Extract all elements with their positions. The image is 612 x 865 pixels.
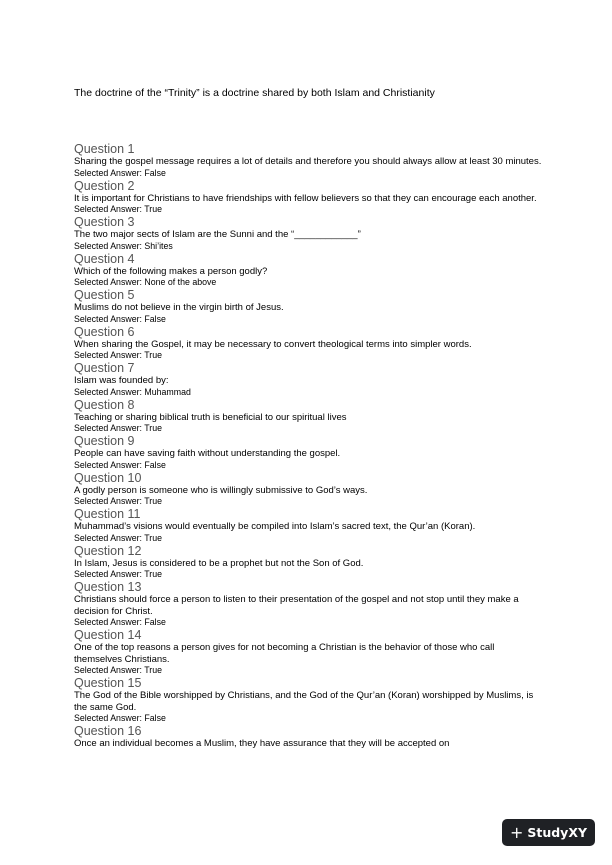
question-item bbox=[74, 724, 544, 750]
question-text: In Islam, Jesus is considered to be a prophet but not the Son of God. bbox=[74, 557, 364, 569]
question-title: Question 7 bbox=[74, 361, 135, 375]
selected-answer: Selected Answer: False bbox=[74, 713, 166, 723]
question-item bbox=[74, 288, 544, 325]
selected-answer: Selected Answer: True bbox=[74, 204, 163, 214]
question-text: Muslims do not believe in the virgin birth of Jesus. bbox=[74, 302, 284, 313]
question-item bbox=[74, 142, 544, 179]
question-item bbox=[74, 252, 544, 289]
question-text: It is important for Christians to have friendships with fellow believers so that they can encourage each another. bbox=[74, 192, 537, 204]
selected-answer: Selected Answer: True bbox=[74, 496, 163, 506]
question-text: When sharing the Gospel, it may be necessary to convert theological terms into simpler words. bbox=[74, 338, 472, 350]
selected-answer: Selected Answer: False bbox=[74, 617, 166, 627]
question-text: Teaching or sharing biblical truth is beneficial to our spiritual lives bbox=[74, 411, 347, 423]
question-text: People can have saving faith without understanding the gospel. bbox=[74, 448, 341, 459]
question-title: Question 13 bbox=[74, 580, 142, 594]
question-item bbox=[74, 544, 544, 581]
question-title: Question 15 bbox=[74, 676, 142, 690]
question-item bbox=[74, 434, 544, 471]
question-title: Question 5 bbox=[74, 288, 135, 302]
selected-answer: Selected Answer: False bbox=[74, 313, 166, 324]
question-item bbox=[74, 676, 544, 724]
question-item bbox=[74, 580, 544, 628]
question-title: Question 10 bbox=[74, 470, 142, 485]
brand-name: StudyXY bbox=[527, 825, 588, 840]
question-item bbox=[74, 398, 544, 435]
question-title: Question 12 bbox=[74, 543, 142, 558]
plus-icon: + bbox=[509, 822, 524, 842]
studyxy-logo-button[interactable] bbox=[502, 819, 595, 846]
question-text: Islam was founded by: bbox=[74, 375, 169, 386]
question-text: Christians should force a person to listen to their presentation of the gospel and not stop until they make a decision for Christ. bbox=[74, 594, 519, 617]
selected-answer: Selected Answer: True bbox=[74, 350, 163, 360]
question-title: Question 4 bbox=[74, 251, 135, 266]
selected-answer: Selected Answer: True bbox=[74, 423, 163, 433]
question-title: Question 14 bbox=[74, 628, 142, 642]
question-title: Question 3 bbox=[74, 215, 135, 229]
question-title: Question 6 bbox=[74, 324, 135, 339]
question-text: The two major sects of Islam are the Sunni and the “____________” bbox=[74, 229, 361, 240]
question-item bbox=[74, 215, 544, 252]
question-text: Once an individual becomes a Muslim, they have assurance that they will be accepted on bbox=[74, 738, 450, 749]
question-item bbox=[74, 471, 544, 508]
question-item bbox=[74, 628, 544, 676]
question-item bbox=[74, 325, 544, 362]
question-text: Which of the following makes a person godly? bbox=[74, 265, 268, 277]
selected-answer: Selected Answer: True bbox=[74, 532, 163, 543]
question-text: A godly person is someone who is willingly submissive to God’s ways. bbox=[74, 484, 368, 496]
question-text: The God of the Bible worshipped by Christians, and the God of the Qur’an (Koran) worshipped by Muslims, is the same God. bbox=[74, 690, 534, 713]
question-title: Question 8 bbox=[74, 397, 135, 412]
question-title: Question 2 bbox=[74, 178, 135, 193]
question-item bbox=[74, 179, 544, 216]
selected-answer: Selected Answer: True bbox=[74, 665, 163, 675]
selected-answer: Selected Answer: None of the above bbox=[74, 277, 217, 287]
selected-answer: Selected Answer: False bbox=[74, 459, 166, 470]
intro-text: The doctrine of the “Trinity” is a doctrine shared by both Islam and Christianity bbox=[74, 87, 435, 99]
question-title: Question 1 bbox=[74, 142, 135, 156]
question-text: Muhammad’s visions would eventually be compiled into Islam’s sacred text, the Qur’an (Koran). bbox=[74, 521, 476, 532]
question-text: One of the top reasons a person gives for not becoming a Christian is the behavior of those who call themselves Christians. bbox=[74, 642, 495, 665]
question-title: Question 11 bbox=[74, 507, 141, 521]
question-item bbox=[74, 361, 544, 398]
question-item bbox=[74, 507, 544, 544]
question-list bbox=[74, 142, 544, 750]
question-title: Question 9 bbox=[74, 434, 135, 448]
selected-answer: Selected Answer: False bbox=[74, 167, 166, 178]
selected-answer: Selected Answer: Muhammad bbox=[74, 386, 191, 397]
selected-answer: Selected Answer: True bbox=[74, 569, 163, 579]
selected-answer: Selected Answer: Shi’ites bbox=[74, 240, 173, 251]
question-title: Question 16 bbox=[74, 724, 142, 738]
question-text: Sharing the gospel message requires a lot of details and therefore you should always allow at least 30 minutes. bbox=[74, 156, 542, 167]
